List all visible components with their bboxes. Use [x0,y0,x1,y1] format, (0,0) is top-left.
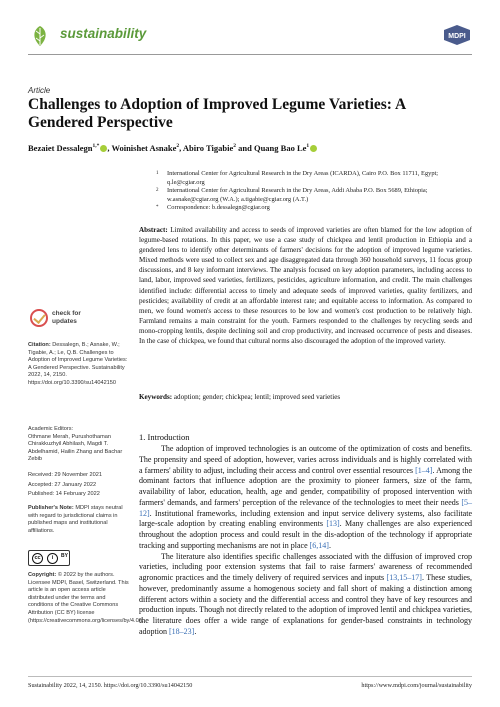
mdpi-logo-text: MDPI [448,33,466,40]
footer-divider [28,676,472,677]
author-list [28,141,468,154]
citation-label: Citation: [28,342,51,348]
editors-text: Othmane Merah, Purushothaman Chirakkuzhyil Abhilash, Magdi T. Abdelhamid, Hailin Zhang and Bachar Zebib [28,433,123,463]
author-separator: , [179,142,183,153]
academic-editors [28,426,130,464]
citation-link[interactable]: [5–12] [139,497,472,518]
author-separator: and [235,142,254,153]
article-title: Challenges to Adoption of Improved Legume Varieties: A Gendered Perspective [28,96,406,131]
introduction-body [139,444,472,638]
editors-label: Academic Editors: [28,426,74,432]
author-affiliation-mark: 1,* [92,143,100,149]
affiliation-1 [156,170,472,187]
abstract [139,225,472,346]
affiliation-number: 2 [156,188,159,193]
article-type: Article [28,86,51,95]
citation-link[interactable]: [18–23] [169,626,195,636]
affiliation-number: 1 [156,171,159,176]
citation-link[interactable]: [13,15–17] [386,573,422,582]
paragraph [139,444,472,552]
author-name[interactable]: Quang Bao Le [253,142,307,153]
published-date: Published: 14 February 2022 [28,491,100,498]
by-label: BY [61,553,68,559]
text-run: The literature also identifies specific challenges associated with the diffusion of improved crop varieties, including poor extension systems that fail to raise farmers' awareness of recommended agronomic practices and the timely delivery of required services and inputs [139,551,472,582]
author-name[interactable]: Woinishet Asnake [111,142,177,153]
abstract-label: Abstract: [139,226,168,234]
attribution-icon: i [47,553,58,564]
header-divider [28,54,472,55]
citation-block [28,342,130,388]
check-updates-line1: check for [52,310,81,317]
text-run: . [328,540,331,550]
check-updates-label [52,310,81,325]
citation-link[interactable]: [1–4] [415,465,433,475]
author-separator: , [107,142,112,153]
author-name[interactable]: Bezaiet Dessalegn [28,142,93,153]
correspondence-text: Correspondence: b.dessalegn@cgiar.org [167,204,270,211]
copyright-block [28,572,144,625]
journal-header [28,22,472,52]
paragraph [139,552,472,638]
text-run: . Institutional frameworks, including extension and input service delivery systems, also facilitate large-scale adoption by creating enabling environments [139,508,472,529]
affiliation-text: International Center for Agricultural Research in the Dry Areas, Addi Ababa P.O. Box 5689, Ethiopia; w.asnake@cgiar.org (W.A.); a.tigabie@cgiar.org (A.T.) [167,187,428,203]
author-affiliation-mark: 2 [176,143,180,149]
publisher-note [28,505,130,535]
affiliation-number: * [156,205,159,210]
keywords-label: Keywords: [139,393,173,401]
text-run: . [194,626,197,636]
citation-link[interactable]: [6,14] [309,540,329,550]
publisher-note-text: MDPI stays neutral with regard to jurisdictional claims in published maps and institutional affiliations. [28,505,123,534]
check-updates-icon [30,309,48,327]
journal-name[interactable]: sustainability [60,26,147,41]
publisher-note-label: Publisher's Note: [28,505,74,511]
keywords-text: adoption; gender; chickpea; lentil; improved seed varieties [173,393,341,401]
section-heading: 1. Introduction [139,432,190,442]
keywords [139,392,472,402]
footer-journal-url[interactable]: https://www.mdpi.com/journal/sustainability [361,682,472,689]
footer-citation[interactable]: Sustainability 2022, 14, 2150. https://doi.org/10.3390/su14042150 [28,682,193,689]
received-date: Received: 29 November 2021 [28,472,103,478]
leaf-logo-icon [28,24,52,48]
check-updates-line2: updates [52,317,77,325]
cc-icon: cc [32,553,43,564]
author-affiliation-mark: 2 [233,143,236,149]
affiliation-text: International Center for Agricultural Research in the Dry Areas (ICARDA), Cairo P.O. Box 11711, Egypt; q.le@cgiar.org [167,170,439,186]
cc-by-license-badge[interactable] [28,550,70,566]
mdpi-logo-icon[interactable] [442,24,472,46]
author-affiliation-mark: 1 [306,143,310,149]
citation-text[interactable]: Dessalegn, B.; Asnake, W.; Tigabie, A.; Le, Q.B. Challenges to Adoption of Improved Legume Varieties: A Gendered Perspective. Sustainability 2022, 14, 2150. https://doi.org/10.3390/su14042150 [28,342,128,386]
accepted-date: Accepted: 27 January 2022 [28,481,97,488]
copyright-label: Copyright: [28,572,57,578]
check-for-updates-button[interactable] [28,307,98,329]
author-name[interactable]: Abiro Tigabie [182,142,234,153]
orcid-icon[interactable] [310,145,317,152]
text-run: . These studies, however, predominantly assume a homogenous society and fall short of making a distinction among different actors within a society and the differential access and control they have of key resources and production inputs. Though not directly related to the adoption of improved lentil and chickpea varieties, the literature does offer a wide range of explanations for gender-based constraints in technology adoption [139,573,472,636]
publication-dates [28,472,130,499]
correspondence [156,204,472,213]
copyright-text: © 2022 by the authors. Licensee MDPI, Basel, Switzerland. This article is an open access article distributed under the terms and conditions of the Creative Commons Attribution (CC BY) license (https://creativecommons.org/licenses/by/4.0/). [28,572,144,624]
text-run: . Many challenges are also experienced throughout the adoption process and could result in the dis-adoption of the technology if appropriate tracking and supporting mechanisms are not in place [139,519,472,550]
citation-link[interactable]: [13] [326,519,340,529]
affiliation-2 [156,187,472,204]
text-run: . Among the dominant factors that influence adoption are the proximity to pioneer farmers, size of the farm, availability of labor, education, health, age and gender, compatibility of proposed intervention with farmers' demands, and farmers' perception of the relevance of the technologies to meet their needs [139,465,472,507]
text-run: The adoption of improved technologies is an outcome of the optimization of costs and benefits. The propensity and speed of adoption, however, varies across individuals and is highly correlated with a farmers' ability to adjust, including their access and control over essential resources [139,444,472,475]
abstract-text: Limited availability and access to seeds of improved varieties are often blamed for the low adoption of legume-based rotations. In this paper, we use a case study of chickpea and lentil production in Ethiopia and a gendered lens to identify other determinants of farmers' decisions for the adoption of improved legume varieties. Mixed methods were used to collect sex and age disaggregated data through 360 household surveys, 11 focus group discussions, and 8 key informant interviews. The analysis focused on key adoption parameters, including access to land, labor, improved seed varieties, fertilizers, pesticides, agriculture information, and credit. The main challenges identified include: differential access to timely and adequate seeds of improved varieties, quality fertilizers, and pesticides; availability of credit at an affordable interest rate; and equitable access to information. As compared to men, we found women's access to these resources to be low and women's cost production to be relatively high. Farmland remains a main constraint for the youth. Farmers responded to the challenges by recycling seeds and mono-cropping lentils, despite declining soil and crop productivity, and increased occurrence of pests and diseases. In the case of chickpea, we found that cultural norms also discouraged the adoption of the improved variety. [139,226,472,346]
